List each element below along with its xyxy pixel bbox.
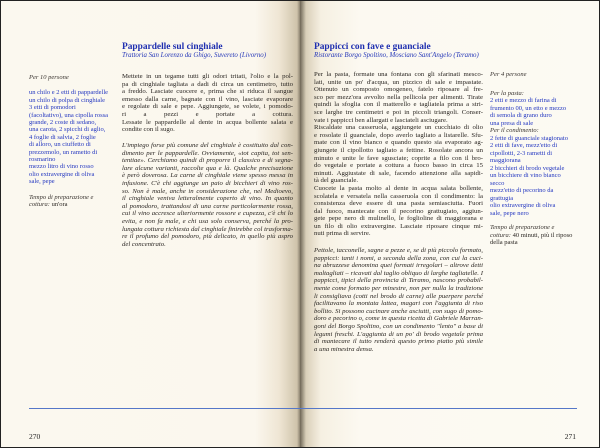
text-line: cui il vino accresce ulteriormente rossore e cupezza, c'è chi lo bbox=[122, 210, 293, 218]
recipe-instructions bbox=[314, 71, 483, 238]
ingredient: una presa di sale bbox=[490, 119, 534, 127]
prep-time-value: un'ora bbox=[51, 201, 68, 209]
paragraph bbox=[314, 124, 483, 185]
recipe-title: Pappardelle sul cinghiale bbox=[122, 42, 223, 52]
ingredient: mezz'etto di pecorino da bbox=[490, 187, 554, 194]
ingredient: rosmarino bbox=[29, 156, 56, 164]
footer-rule bbox=[300, 408, 577, 409]
ingredient: di semola di grano duro bbox=[490, 112, 552, 119]
ingredient: grande, 2 coste di sedano, bbox=[29, 119, 97, 127]
text-line: pappicci: tanti i nomi, a seconda della zona, con cui la cuci- bbox=[314, 254, 483, 262]
prep-time-label: cottura: bbox=[29, 201, 50, 209]
text-line: Ottenuto un composto omogeneo, fatelo riposare al fre- bbox=[314, 86, 483, 94]
text-line: al pomodoro, trattandosi di una carne particolarmente rossa, bbox=[122, 202, 293, 210]
paragraph bbox=[314, 71, 483, 124]
recipe-note bbox=[122, 142, 293, 248]
text-line: scolatela e versatela nella casseruola con il condimento: la bbox=[314, 192, 483, 200]
text-line: so. Non è male, anche in considerazione che, nel Medioevo, bbox=[122, 187, 293, 195]
text-line: na abruzzese denomina quei formati irregolari – altrove detti bbox=[314, 262, 483, 270]
text-line: L'impiego forse più comune del cinghiale è costituito dal con- bbox=[122, 142, 293, 149]
ingredient: un chilo di polpa di cinghiale bbox=[29, 96, 105, 104]
text-line: Pettole, tacconelle, sagne a pezze e, se di più piccolo formato, bbox=[314, 247, 483, 254]
text-line: bollito. Si possono cucinare anche asciutti, con sugo di pomo- bbox=[314, 307, 483, 315]
section-heading: Per la pasta: bbox=[490, 89, 524, 97]
text-line: maltagliati – ricavati dal taglio obliquo di larghe tagliatelle. I bbox=[314, 269, 483, 277]
text-line: re il profumo del pomodoro, più delicato, in quello più aspro bbox=[122, 233, 293, 241]
text-line: è però doverosa. La carne di cinghiale viene spesso messa in bbox=[122, 172, 293, 180]
ingredient: 2 etti e mezzo di farina di bbox=[490, 97, 557, 104]
text-line: minuto e unite le fave sgusciate; coprite a filo con il bro- bbox=[314, 154, 483, 162]
text-line: li consigliava (cotti nel brodo di carne) alle puerpere perché bbox=[314, 292, 483, 300]
ingredient: secco bbox=[490, 179, 505, 187]
text-line: di mantecare il tutto renderà questo primo piatto più simile bbox=[314, 338, 483, 346]
ingredient: 4 foglie di salvia, 2 foglie bbox=[29, 133, 96, 141]
ingredient: una carota, 2 spicchi di aglio, bbox=[29, 126, 106, 134]
text-line: minuti. Aggiustate di sale, facendo attenzione alla sapidi- bbox=[314, 169, 483, 177]
text-line: dal fuoco, mantecate con il pecorino grattugiato, aggiun- bbox=[314, 207, 483, 215]
ingredient: olio extravergine di oliva bbox=[29, 170, 95, 178]
ingredient: 2 etti di fave, mezz'etto di bbox=[490, 142, 558, 149]
text-line: Riscaldate una casseruola, aggiungete un cucchiaio di olio bbox=[314, 124, 483, 132]
recipe-subtitle: Trattoria San Lorenzo da Ghigo, Suvereto (Livorno) bbox=[122, 52, 267, 59]
text-line: Mettete in un tegame tutti gli odori tritati, l'olio e la pol- bbox=[122, 73, 293, 80]
prep-time-value: della pasta bbox=[490, 239, 518, 246]
prep-time-label: cottura: bbox=[490, 231, 511, 239]
text-line: emesso dalla carne, bagnate con il vino, lasciate evaporare bbox=[122, 95, 293, 103]
text-line: un filo di olio extravergine. Lasciate riposare cinque mi- bbox=[314, 222, 483, 230]
ingredient: 3 etti di pomodori bbox=[29, 104, 76, 112]
text-line: mate con il vino bianco e quando questo sia evaporato ag- bbox=[314, 139, 483, 147]
ingredient-section-condiment bbox=[490, 127, 595, 217]
ingredient: un chilo e 2 etti di pappardelle bbox=[29, 89, 109, 97]
prep-time bbox=[29, 194, 121, 209]
text-line: ri a pezzi e portate a cottura. bbox=[122, 110, 293, 118]
text-line: vate i pappicci ben allargati e lasciateli asciugare. bbox=[314, 116, 448, 124]
ingredients-sidebar bbox=[29, 74, 121, 209]
ingredient: sale, pepe nero bbox=[490, 209, 529, 217]
ingredient: cipollotti, 2-3 rametti di bbox=[490, 149, 553, 157]
text-line: a una minestra densa. bbox=[314, 345, 374, 353]
ingredient: di alloro, un ciuffetto di bbox=[29, 141, 91, 149]
text-line: infusione. C'è chi aggiunge un paio di bicchieri di vino ros- bbox=[122, 179, 293, 187]
prep-time-label: Tempo di preparazione e bbox=[490, 224, 555, 231]
text-line: tà del guanciale. bbox=[314, 177, 359, 185]
servings: Per 4 persone bbox=[490, 71, 527, 78]
text-line: quindi la sfoglia con il matterello e tagliatela prima a stri- bbox=[314, 101, 483, 109]
text-line: goni del Borgo Spoltino, con un condimento "lento" a base di bbox=[314, 322, 483, 330]
ingredient: mezzo litro di vino rosso bbox=[29, 163, 94, 171]
ingredient: 2 fette di guanciale stagionato bbox=[490, 134, 568, 142]
ingredient: (facoltativo), una cipolla rossa bbox=[29, 111, 109, 119]
recipe-note bbox=[314, 247, 483, 353]
recipe-instructions bbox=[122, 73, 293, 134]
text-line: del concentrato. bbox=[122, 240, 166, 248]
text-line: Lessate le pappardelle al dente in acqua bollente salata e bbox=[122, 118, 293, 126]
text-line: giungete il cipollotto tagliato a fettine. Rosolate ancora un bbox=[314, 146, 483, 154]
book-spread bbox=[1, 1, 599, 447]
text-line: e regolate di sale e pepe. Aggiungete, se volete, i pomodo- bbox=[122, 103, 293, 111]
ingredient: frumento 00, un etto e mezzo bbox=[490, 104, 567, 112]
text-line: Cuocete la pasta molto al dente in acqua salata bollente, bbox=[314, 184, 483, 192]
text-line: sce larghe tre centimetri e poi in piccoli triangoli. Conser- bbox=[314, 108, 483, 116]
text-line: gete pepe nero di mulinello, le foglioline di maggiorana e bbox=[314, 215, 483, 223]
text-line: lare alcune varianti, raccolte qua e là. Qualche precisazione bbox=[122, 164, 293, 172]
servings: Per 10 persone bbox=[29, 74, 69, 81]
text-line: e rosolate il guanciale, dopo averlo tagliato a listarelle. Sfu- bbox=[314, 131, 483, 139]
ingredient-section-pasta bbox=[490, 90, 595, 128]
ingredient-list bbox=[490, 97, 595, 127]
text-line: mente come formato per minestre, non per nulla la tradizione bbox=[314, 284, 483, 292]
left-page bbox=[1, 1, 300, 447]
text-line: consistenza deve essere di una pasta semiasciutta. Fuori bbox=[314, 200, 483, 208]
text-line: pa di cinghiale tagliata a dadi di circa un centimetro, tutto bbox=[122, 80, 293, 88]
recipe-subtitle: Ristorante Borgo Spoltino, Mosciano Sant'Angelo (Teramo) bbox=[314, 52, 479, 59]
right-page bbox=[300, 1, 599, 447]
ingredient: 2 bicchieri di brodo vegetale bbox=[490, 164, 565, 172]
prep-time-value: 40 minuti, più il riposo bbox=[512, 231, 573, 239]
footer-rule bbox=[29, 408, 300, 409]
ingredient-list bbox=[29, 89, 121, 185]
ingredient-list bbox=[490, 135, 595, 218]
text-line: a freddo. Lasciate cuocere e, prima che si riduca il sangue bbox=[122, 88, 293, 96]
text-line: condite con il sugo. bbox=[122, 126, 175, 134]
ingredient: sale, pepe bbox=[29, 178, 55, 186]
prep-time-label: Tempo di preparazione e bbox=[29, 193, 94, 201]
text-line: tentiae». Cerchiamo quindi di proporre il classico e di segna- bbox=[122, 157, 293, 165]
text-line: dimento per le pappardelle. Ovviamente, «tot capita, tot sen- bbox=[122, 149, 293, 157]
page-number: 270 bbox=[29, 432, 41, 441]
section-heading: Per il condimento: bbox=[490, 127, 539, 134]
recipe-title: Pappicci con fave e guanciale bbox=[314, 42, 431, 52]
text-line: nuti prima di servire. bbox=[314, 230, 371, 238]
text-line: Per la pasta, formate una fontana con gli sfarinati mesco- bbox=[314, 71, 483, 78]
paragraph bbox=[314, 185, 483, 238]
text-line: lungata cottura richiesta dal cinghiale finirebbe col trasforma- bbox=[122, 225, 293, 233]
text-line: doro e pecorino o, come in questa ricetta di Gabriele Marran- bbox=[314, 315, 483, 323]
ingredient: olio extravergine di oliva bbox=[490, 202, 556, 209]
text-line: pappicci, tipici della provincia di Teramo, nascono probabil- bbox=[314, 277, 483, 285]
ingredient: prezzemolo, un rametto di bbox=[29, 148, 98, 156]
ingredients-sidebar bbox=[490, 71, 595, 247]
page-number: 271 bbox=[564, 432, 576, 441]
text-line: legumi freschi. L'aggiunta di un po' di brodo vegetale prima bbox=[314, 330, 483, 338]
ingredient: un bicchiere di vino bianco bbox=[490, 172, 561, 179]
text-line: do vegetale e portate a cottura a fuoco basso in circa 15 bbox=[314, 162, 483, 170]
text-line: evita, e non fa male, e chi usa solo conserva, perché la pro- bbox=[122, 217, 293, 225]
prep-time bbox=[490, 224, 595, 247]
text-line: lati, unite un po' d'acqua, un pizzico di sale e impastate. bbox=[314, 78, 483, 86]
ingredient: maggiorana bbox=[490, 157, 521, 164]
text-line: sco per mezz'ora avvolto nella pellicola per alimenti. Tirate bbox=[314, 93, 483, 101]
text-line: facilitavano la montata lattea, magari con l'aggiunta di riso bbox=[314, 300, 483, 308]
ingredient: grattugia bbox=[490, 194, 514, 202]
text-line: il cinghiale veniva letteralmente coperto di vino. In quanto bbox=[122, 195, 293, 203]
